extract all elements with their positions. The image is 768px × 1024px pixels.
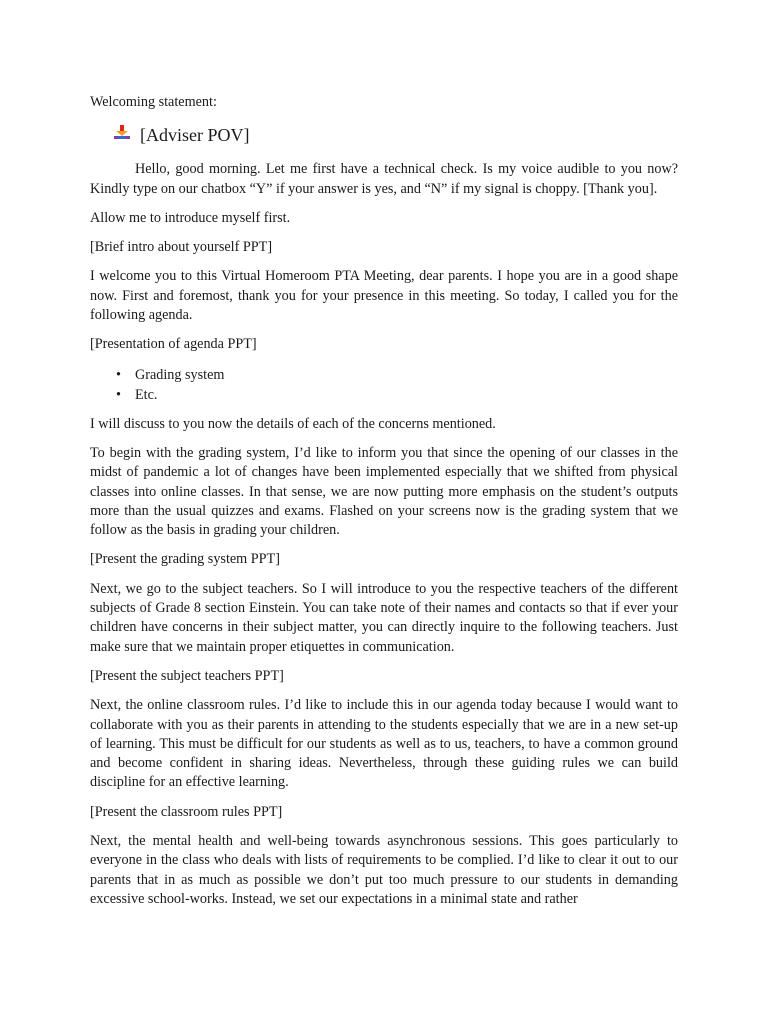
heading-title: [Adviser POV] bbox=[140, 125, 250, 146]
agenda-cue: [Presentation of agenda PPT] bbox=[90, 336, 257, 353]
list-item-text: Grading system bbox=[135, 366, 225, 383]
bullet-icon: • bbox=[116, 387, 121, 404]
arrow-down-icon bbox=[114, 125, 136, 146]
document-page bbox=[90, 93, 678, 919]
rules-cue: [Present the classroom rules PPT] bbox=[90, 803, 283, 820]
discussion-intro: I will discuss to you now the details of each of the concerns mentioned. bbox=[90, 415, 496, 432]
grading-cue: [Present the grading system PPT] bbox=[90, 551, 280, 568]
greeting-paragraph: Hello, good morning. Let me first have a technical check. Is my voice audible to you now? Kindly type on our chatbox “Y” if your answer is yes, and “N” if my signal is choppy. [Thank you]. bbox=[90, 161, 678, 197]
welcome-paragraph: I welcome you to this Virtual Homeroom PTA Meeting, dear parents. I hope you are in a good shape now. First and foremost, thank you for your presence in this meeting. So today, I called you for the following agenda. bbox=[90, 268, 678, 324]
intro-cue: [Brief intro about yourself PPT] bbox=[90, 239, 273, 256]
intro-paragraph: Allow me to introduce myself first. bbox=[90, 209, 291, 226]
rules-paragraph: Next, the online classroom rules. I’d like to include this in our agenda today because I would want to collaborate with you as their parents in attending to the students especially that we are in a new set-up of learning. This must be difficult for our students as well as to us, teachers, to have a common ground and become confident in sharing ideas. Nevertheless, through these guiding rules we can build discipline for an effective learning. bbox=[90, 697, 678, 791]
wellbeing-paragraph: Next, the mental health and well-being towards asynchronous sessions. This goes particularly to everyone in the class who deals with lists of requirements to be complied. I’d like to clear it out to our parents that in as much as possible we don’t put too much pressure to our students in demanding excessive school-works. Instead, we set our expectations in a minimal state and rather bbox=[90, 833, 678, 907]
section-heading bbox=[90, 124, 678, 146]
grading-paragraph: To begin with the grading system, I’d like to inform you that since the opening of our classes in the midst of pandemic a lot of changes have been implemented especially that we shifted from physical classes into online classes. In that sense, we are now putting more emphasis on the student’s outputs more than the usual quizzes and exams. Flashed on your screens now is the grading system that we follow as the basis in grading your children. bbox=[90, 444, 678, 539]
intro-label: Welcoming statement: bbox=[90, 94, 217, 110]
list-item-text: Etc. bbox=[135, 387, 158, 404]
list-item bbox=[90, 385, 678, 406]
bullet-icon: • bbox=[116, 366, 121, 383]
teachers-cue: [Present the subject teachers PPT] bbox=[90, 667, 284, 684]
teachers-paragraph: Next, we go to the subject teachers. So I will introduce to you the respective teachers of the different subjects of Grade 8 section Einstein. You can take note of their names and contacts so that if ever your children have concerns in their subject matter, you can directly inquire to the following teachers. Just make sure that we maintain proper etiquettes in communication. bbox=[90, 580, 678, 655]
list-item bbox=[90, 365, 678, 386]
agenda-list bbox=[90, 365, 678, 406]
